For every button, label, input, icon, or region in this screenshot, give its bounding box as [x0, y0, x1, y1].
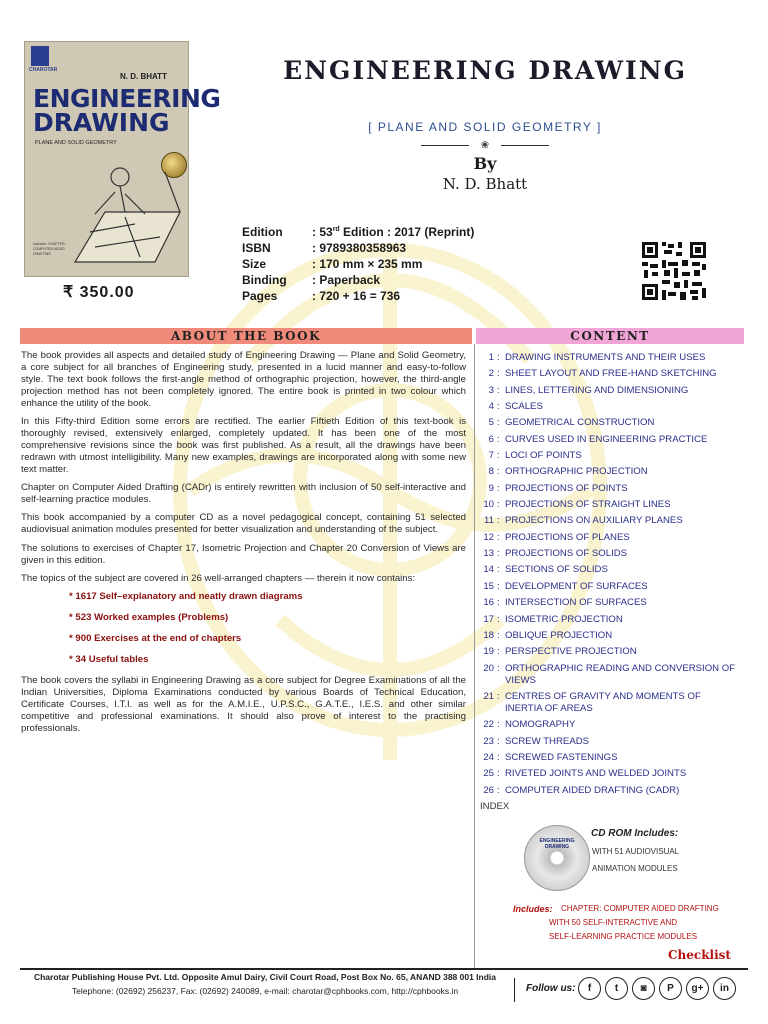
- author-name: N. D. Bhatt: [442, 175, 528, 193]
- about-paragraph: Chapter on Computer Aided Drafting (CADr) is entirely rewritten with inclusion of 50 self-interactive and self-learning practice modules.: [21, 482, 466, 505]
- index-label: INDEX: [480, 800, 510, 812]
- draftsman-illustration: [65, 152, 185, 272]
- google-plus-icon[interactable]: g+: [686, 977, 709, 1000]
- column-divider: [474, 344, 475, 970]
- pages-value: : 720 + 16 = 736: [312, 289, 401, 303]
- about-paragraph: In this Fifty-third Edition some errors are rectified. The earlier Fiftieth Edition of this text-book is thoroughly revised, extensively enlarged, completely updated. It has been one of the most comprehensive revisions since the book was first published. As a result, all the drawings have been redrawn with utmost intelligibility. Many new examples, drawings are incorporated along with some new text matter.: [21, 416, 466, 475]
- chapter-item: 6 : CURVES USED IN ENGINEERING PRACTICE: [488, 433, 708, 445]
- chapter-item: 5 : GEOMETRICAL CONSTRUCTION: [488, 417, 655, 429]
- chapter-item: 26 : COMPUTER AIDED DRAFTING (CADR): [483, 784, 680, 796]
- highlight-item: * 523 Worked examples (Problems): [69, 612, 229, 624]
- footer-address: Charotar Publishing House Pvt. Ltd. Opposite Amul Dairy, Civil Court Road, Post Box No. 65, ANAND 388 001 India: [33, 972, 497, 982]
- chapter-item: 21 : CENTRES OF GRAVITY AND MOMENTS OF INERTIA OF AREAS: [483, 690, 701, 714]
- edition-label: Edition: [242, 225, 283, 239]
- cover-title-line1: ENGINEERING: [33, 84, 221, 113]
- cover-title-line2: DRAWING: [33, 108, 170, 137]
- twitter-icon[interactable]: t: [605, 977, 628, 1000]
- chapter-item: 14 : SECTIONS OF SOLIDS: [483, 564, 608, 576]
- chapter-item: 2 : SHEET LAYOUT AND FREE-HAND SKETCHING: [488, 368, 717, 380]
- chapter-item: 13 : PROJECTIONS OF SOLIDS: [483, 548, 628, 560]
- chapter-item: 8 : ORTHOGRAPHIC PROJECTION: [488, 466, 648, 478]
- cd-line1: WITH 51 AUDIOVISUAL: [592, 847, 680, 856]
- highlight-item: * 34 Useful tables: [69, 654, 149, 666]
- footer-separator: [514, 978, 515, 1002]
- about-text: [21, 350, 466, 741]
- by-label: By: [473, 154, 497, 173]
- follow-us-label: Follow us:: [526, 983, 576, 994]
- pages-label: Pages: [242, 289, 278, 303]
- chapter-item: 19 : PERSPECTIVE PROJECTION: [483, 646, 637, 658]
- cd-title: CD ROM Includes:: [591, 828, 679, 839]
- about-paragraph: The topics of the subject are covered in 26 well-arranged chapters — therein it now contains:: [21, 573, 416, 584]
- highlight-item: * 900 Exercises at the end of chapters: [69, 633, 242, 645]
- publisher-logo: [31, 46, 49, 66]
- about-paragraph: The book covers the syllabi in Engineering Drawing as a core subject for Degree Examinations of all the Indian Universities, Diploma Examinations conducted by various Boards of Technical Education, Certificate Courses, I.T.I. as well as for the A.M.I.E., U.P.S.C., G.A.T.E., I.E.S. and other similar competitive and professional examinations. It should also prove of interest to the practising professionals.: [21, 675, 466, 734]
- binding-value: : Paperback: [312, 273, 381, 287]
- size-value: : 170 mm × 235 mm: [312, 257, 423, 271]
- includes-label: Includes:: [513, 904, 553, 914]
- checklist-link[interactable]: Checklist: [668, 948, 731, 962]
- chapter-item: 25 : RIVETED JOINTS AND WELDED JOINTS: [483, 768, 687, 780]
- chapter-item: 22 : NOMOGRAPHY: [483, 719, 576, 731]
- instagram-icon[interactable]: ◙: [632, 977, 655, 1000]
- book-specs: [242, 225, 474, 305]
- cover-small-text: Includes: CHAPTER: COMPUTER AIDED DRAFTING: [33, 242, 66, 256]
- flower-ornament-icon: ❀: [480, 140, 490, 151]
- chapter-item: 4 : SCALES: [488, 401, 543, 413]
- about-paragraph: The book provides all aspects and detailed study of Engineering Drawing — Plane and Solid Geometry, a core subject for all branches of Engineering study, presented in a lucid manner and easy-to-follow style. The text book follows the first-angle method of orthographic projection, however, the third-angle projection method has not been completely ignored. The entire book is printed in two colour which enhance the utility of the book.: [21, 350, 466, 409]
- includes-line3: SELF-LEARNING PRACTICE MODULES: [549, 932, 698, 941]
- chapter-item: 23 : SCREW THREADS: [483, 735, 590, 747]
- price: ₹ 350.00: [63, 284, 135, 301]
- chapter-item: 7 : LOCI OF POINTS: [488, 450, 582, 462]
- chapter-item: 15 : DEVELOPMENT OF SURFACES: [483, 580, 648, 592]
- isbn-label: ISBN: [242, 241, 271, 255]
- facebook-icon[interactable]: f: [578, 977, 601, 1000]
- cover-author: N. D. BHATT: [120, 72, 167, 81]
- chapter-item: 17 : ISOMETRIC PROJECTION: [483, 613, 623, 625]
- about-paragraph: The solutions to exercises of Chapter 17, Isometric Projection and Chapter 20 Conversion of Views are given in this edition.: [21, 542, 466, 566]
- chapter-item: 1 : DRAWING INSTRUMENTS AND THEIR USES: [488, 352, 706, 363]
- cd-line2: ANIMATION MODULES: [592, 864, 678, 873]
- chapter-item: 10 : PROJECTIONS OF STRAIGHT LINES: [483, 499, 671, 511]
- cd-rom-icon: [524, 825, 590, 891]
- includes-line2: WITH 50 SELF-INTERACTIVE AND: [549, 918, 678, 927]
- footer-contact: Telephone: (02692) 256237, Fax: (02692) 240089, e-mail: charotar@cphbooks.com, http://cphbooks.in: [71, 986, 459, 996]
- linkedin-icon[interactable]: in: [713, 977, 736, 1000]
- size-label: Size: [242, 257, 267, 271]
- page-title: ENGINEERING DRAWING: [283, 56, 687, 85]
- chapter-item: 16 : INTERSECTION OF SURFACES: [483, 597, 647, 609]
- chapter-item: 9 : PROJECTIONS OF POINTS: [488, 482, 628, 494]
- chapter-item: 12 : PROJECTIONS OF PLANES: [483, 531, 630, 543]
- about-section-heading: ABOUT THE BOOK: [20, 328, 472, 344]
- cd-disc-label: ENGINEERING DRAWING: [539, 838, 575, 850]
- binding-label: Binding: [242, 273, 287, 287]
- qr-code-icon[interactable]: [640, 240, 708, 302]
- book-subtitle: [ PLANE AND SOLID GEOMETRY ]: [368, 120, 602, 134]
- includes-line1: CHAPTER: COMPUTER AIDED DRAFTING: [561, 904, 719, 913]
- book-cover-image: [24, 41, 221, 277]
- pinterest-icon[interactable]: P: [659, 977, 682, 1000]
- highlights-list: [69, 591, 466, 666]
- about-paragraph: This book accompanied by a computer CD as a novel pedagogical concept, containing 51 selected audiovisual animation modules presented for better visualization and understanding of the subject.: [21, 512, 466, 536]
- chapter-item: 24 : SCREWED FASTENINGS: [483, 751, 618, 763]
- chapter-item: 3 : LINES, LETTERING AND DIMENSIONING: [488, 384, 689, 396]
- highlight-item: * 1617 Self–explanatory and neatly drawn diagrams: [69, 591, 303, 603]
- footer-divider: [20, 968, 748, 970]
- isbn-value: : 9789380358963: [312, 241, 407, 255]
- edition-value: : 53rd Edition : 2017 (Reprint): [312, 225, 475, 239]
- contents-list: [478, 352, 738, 812]
- content-section-heading: CONTENT: [476, 328, 744, 344]
- ornament-divider: [230, 140, 740, 151]
- chapter-item: 11 : PROJECTIONS ON AUXILIARY PLANES: [484, 515, 683, 527]
- cover-publisher: CHAROTAR: [29, 67, 58, 73]
- chapter-item: 18 : OBLIQUE PROJECTION: [483, 629, 613, 641]
- chapter-item: 20 : ORTHOGRAPHIC READING AND CONVERSION OF VIEWS: [483, 662, 736, 686]
- social-links: [578, 977, 736, 1000]
- cover-subtitle: PLANE AND SOLID GEOMETRY: [35, 140, 117, 146]
